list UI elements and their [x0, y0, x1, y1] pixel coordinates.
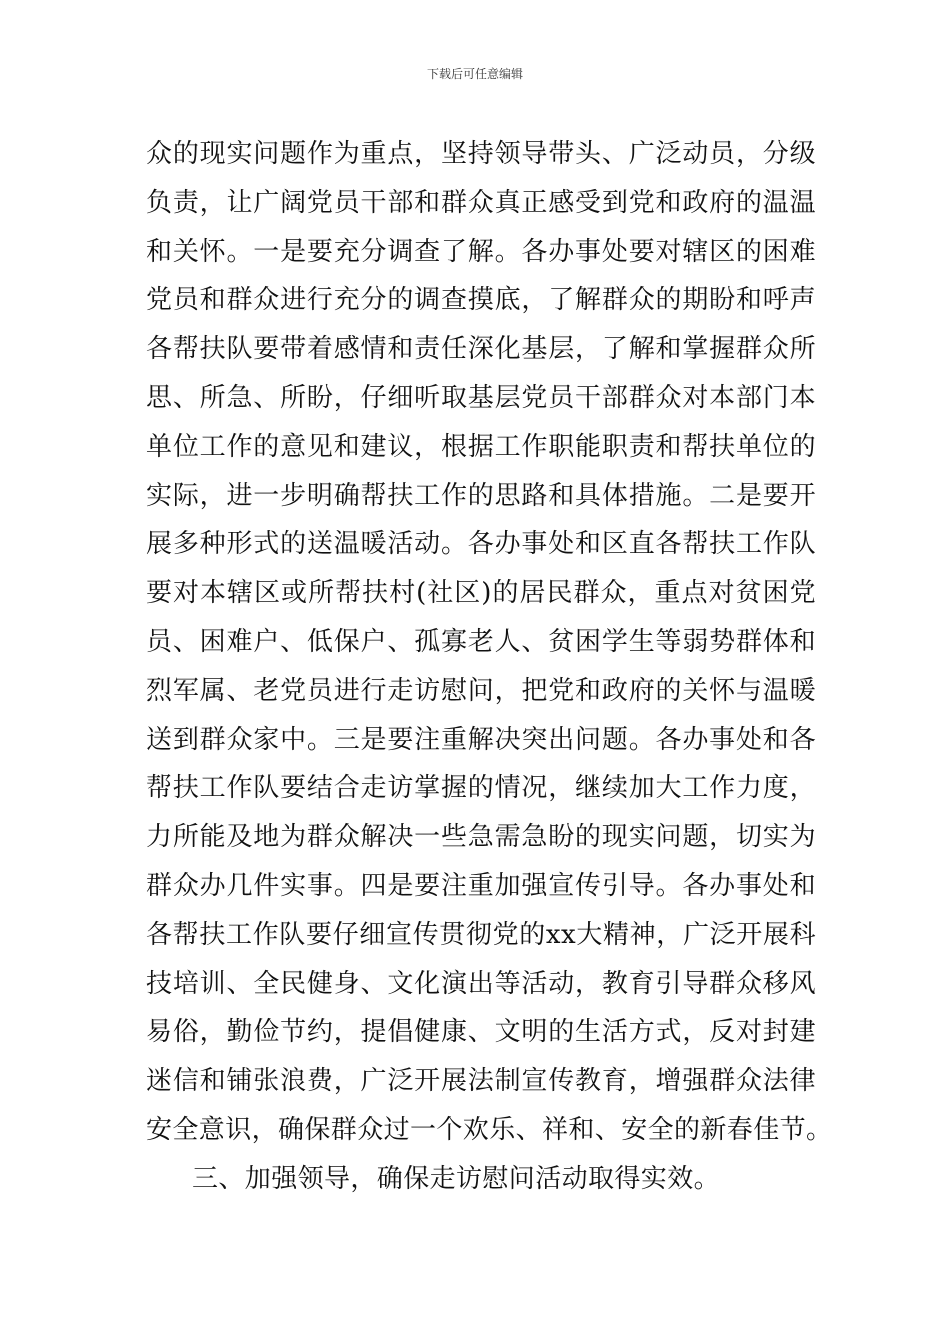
body-line: 众的现实问题作为重点，坚持领导带头、广泛动员，分级	[146, 139, 816, 169]
body-line: 和关怀。一是要充分调查了解。各办事处要对辖区的困难	[146, 236, 816, 267]
body-line: 要对本辖区或所帮扶村(社区)的居民群众，重点对贫困党	[146, 578, 816, 609]
body-line: 帮扶工作队要结合走访掌握的情况，继续加大工作力度，	[146, 773, 816, 804]
body-line: 技培训、全民健身、文化演出等活动，教育引导群众移风	[146, 968, 816, 999]
body-line: 烈军属、老党员进行走访慰问，把党和政府的关怀与温暖	[146, 675, 816, 706]
body-line: 单位工作的意见和建议，根据工作职能职责和帮扶单位的	[146, 431, 816, 462]
page-header: 下载后可任意编辑	[426, 67, 523, 81]
body-text	[146, 130, 833, 1204]
body-line-last: 安全意识，确保群众过一个欢乐、祥和、安全的新春佳节。	[146, 1114, 833, 1145]
body-line: 各帮扶工作队要仔细宣传贯彻党的xx大精神，广泛开展科	[146, 919, 816, 950]
body-line: 思、所急、所盼，仔细听取基层党员干部群众对本部门本	[146, 382, 816, 413]
body-line: 迷信和铺张浪费，广泛开展法制宣传教育，增强群众法律	[146, 1066, 816, 1097]
body-line: 员、困难户、低保户、孤寡老人、贫困学生等弱势群体和	[146, 626, 816, 657]
body-line: 实际，进一步明确帮扶工作的思路和具体措施。二是要开	[146, 480, 816, 511]
body-line: 力所能及地为群众解决一些急需急盼的现实问题，切实为	[146, 822, 816, 853]
body-line: 送到群众家中。三是要注重解决突出问题。各办事处和各	[146, 724, 816, 755]
section-heading: 三、加强领导，确保走访慰问活动取得实效。	[192, 1163, 721, 1194]
body-line: 易俗，勤俭节约，提倡健康、文明的生活方式，反对封建	[146, 1017, 816, 1048]
body-line: 各帮扶队要带着感情和责任深化基层，了解和掌握群众所	[146, 334, 816, 365]
body-line: 党员和群众进行充分的调查摸底，了解群众的期盼和呼声	[146, 285, 816, 316]
body-line: 群众办几件实事。四是要注重加强宣传引导。各办事处和	[146, 870, 816, 901]
body-line: 展多种形式的送温暖活动。各办事处和区直各帮扶工作队	[146, 529, 816, 560]
body-line: 负责，让广阔党员干部和群众真正感受到党和政府的温温	[146, 187, 816, 218]
